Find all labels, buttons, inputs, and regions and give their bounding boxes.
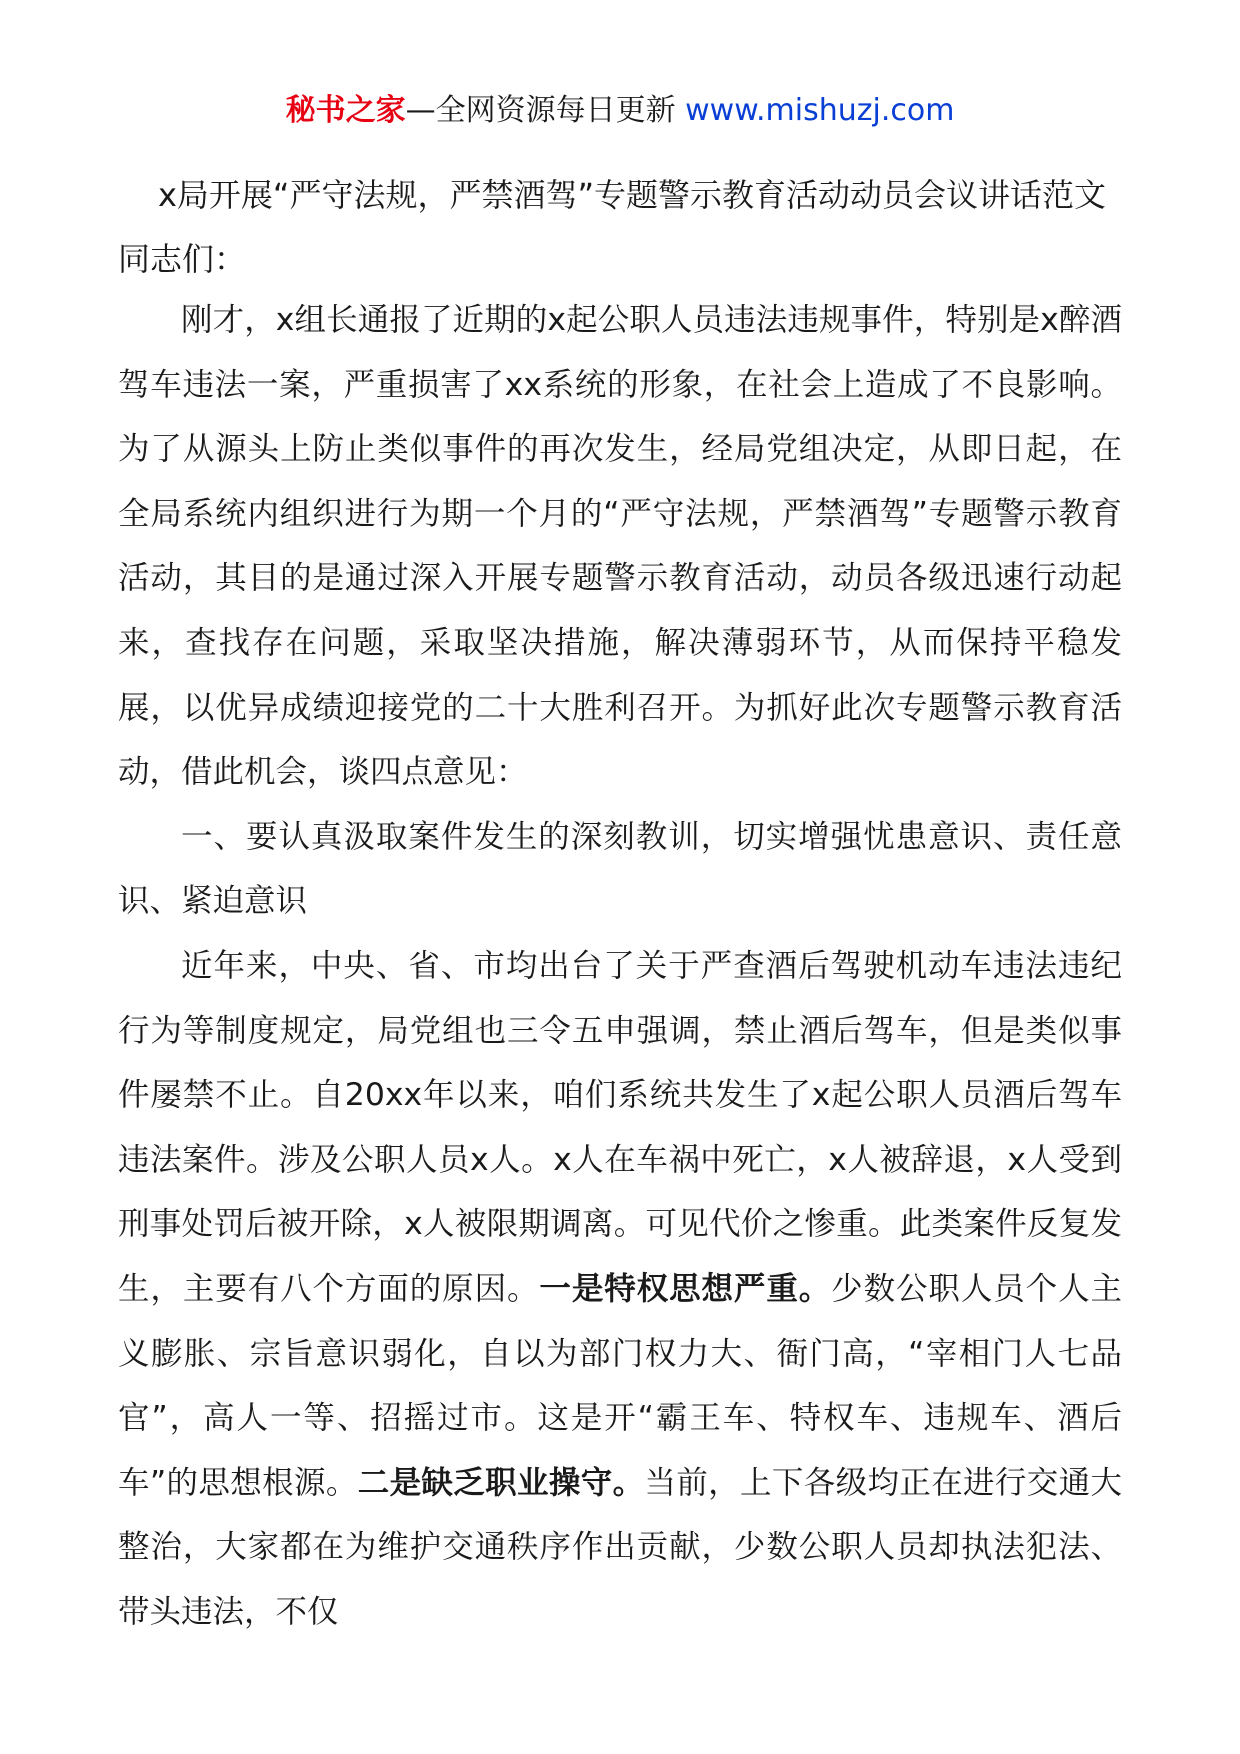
bold-heading-run: 一是特权思想严重。 bbox=[539, 1270, 832, 1307]
site-url-link[interactable]: www.mishuzj.com bbox=[685, 93, 955, 128]
salutation: 同志们： bbox=[118, 240, 247, 278]
text-run: 少数公职人员个人主义膨胀、宗旨意识弱化，自以为部门权力大、衙门高，“宰相门人七品官”，高人一等、招摇过市。这是开“霸王车、特权车、违规车、酒后车”的思想根源。 bbox=[118, 1270, 1122, 1501]
text-run: 一、要认真汲取案件发生的深刻教训，切实增强忧患意识、责任意识、紧迫意识 bbox=[118, 818, 1122, 920]
header-tagline: —全网资源每日更新 bbox=[405, 93, 676, 128]
document-body bbox=[118, 288, 1122, 1644]
text-run: 刚才，x组长通报了近期的x起公职人员违法违规事件，特别是x醉酒驾车违法一案，严重损害了xx系统的形象，在社会上造成了不良影响。为了从源头上防止类似事件的再次发生，经局党组决定，从即日起，在全局系统内组织进行为期一个月的“严守法规，严禁酒驾”专题警示教育活动，其目的是通过深入开展专题警示教育活动，动员各级迅速行动起来，查找存在问题，采取坚决措施，解决薄弱环节，从而保持平稳发展，以优异成绩迎接党的二十大胜利召开。为抓好此次专题警示教育活动，借此机会，谈四点意见： bbox=[118, 302, 1122, 791]
text-run: 近年来，中央、省、市均出台了关于严查酒后驾驶机动车违法违纪行为等制度规定，局党组也三令五申强调，禁止酒后驾车，但是类似事件屡禁不止。自20xx年以来，咱们系统共发生了x起公职人员酒后驾车违法案件。涉及公职人员x人。x人在车祸中死亡，x人被辞退，x人受到刑事处罚后被开除，x人被限期调离。可见代价之惨重。此类案件反复发生，主要有八个方面的原因。 bbox=[118, 947, 1122, 1307]
body-paragraph bbox=[118, 805, 1122, 934]
brand-name: 秘书之家 bbox=[285, 93, 406, 128]
site-header bbox=[118, 0, 1122, 146]
document-title: x局开展“严守法规，严禁酒驾”专题警示教育活动动员会议讲话范文 bbox=[157, 176, 1107, 214]
bold-heading-run: 二是缺乏职业操守。 bbox=[357, 1464, 645, 1501]
text-run: 当前，上下各级均正在进行交通大整治，大家都在为维护交通秩序作出贡献，少数公职人员却执法犯法、带头违法，不仅 bbox=[118, 1464, 1122, 1630]
body-paragraph bbox=[118, 934, 1122, 1645]
body-paragraph bbox=[118, 288, 1122, 805]
